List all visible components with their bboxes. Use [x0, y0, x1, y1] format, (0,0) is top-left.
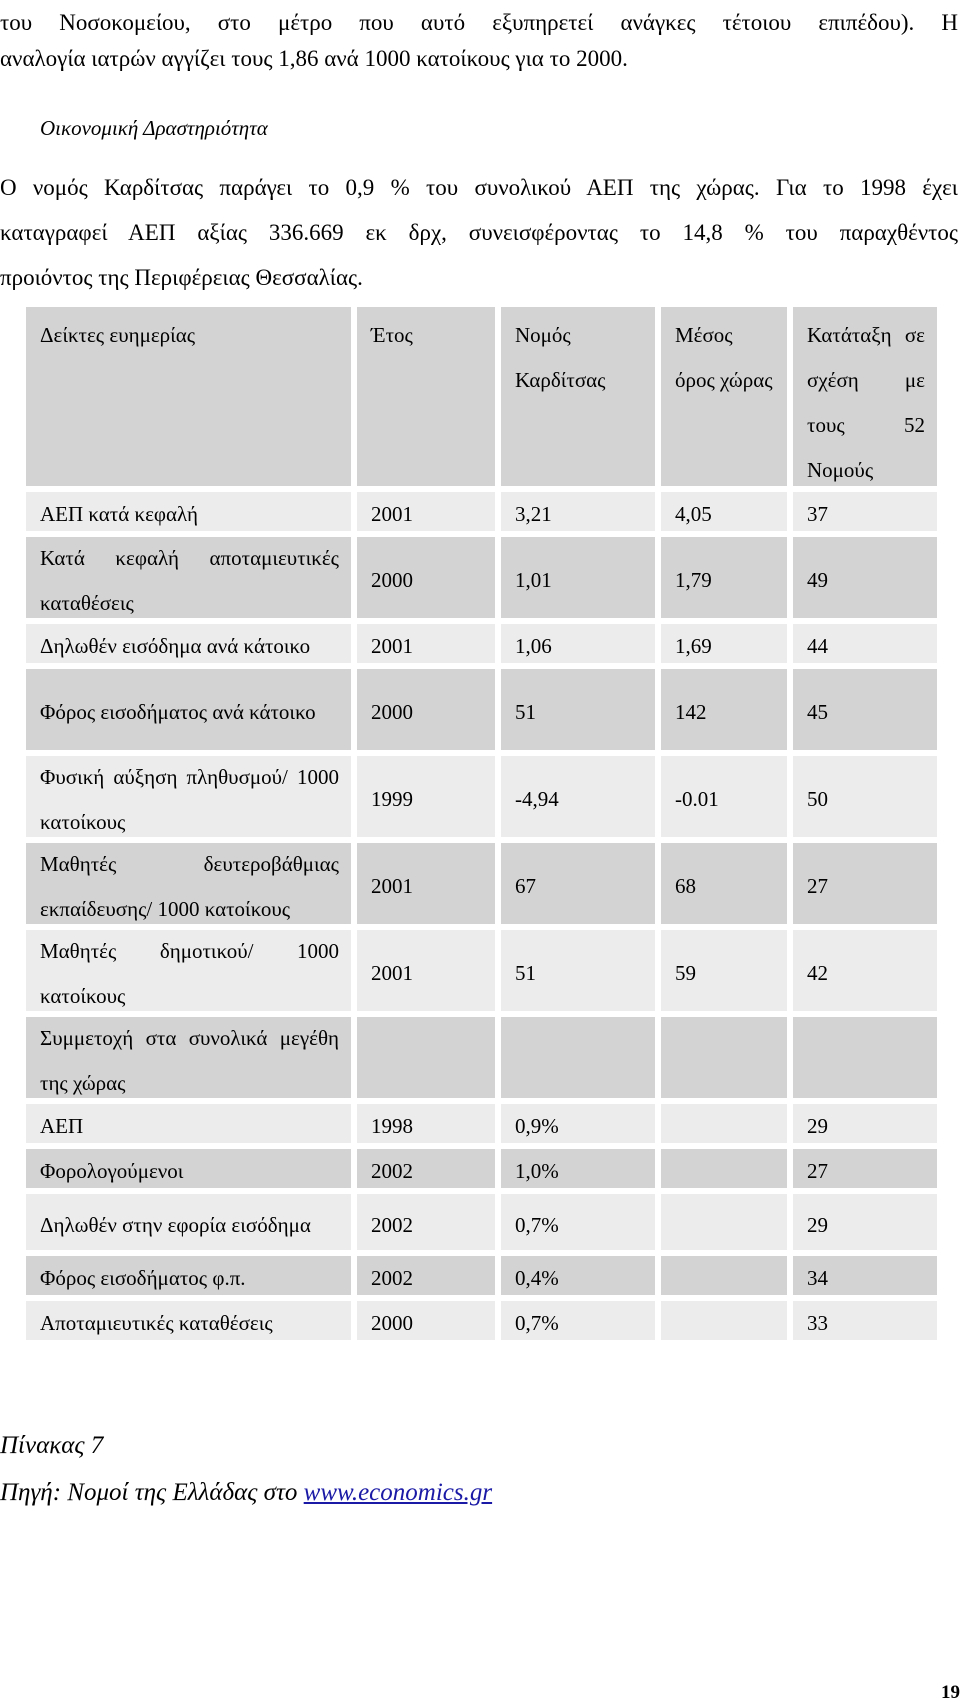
cell-year: 1998 — [357, 1104, 495, 1143]
cell-national-average: 4,05 — [661, 492, 787, 531]
cell-karditsa: 51 — [501, 669, 655, 750]
cell-karditsa: 1,0% — [501, 1149, 655, 1188]
cell-national-average: 1,79 — [661, 537, 787, 618]
cell-year: 2001 — [357, 930, 495, 1011]
header-karditsa: Νομός Καρδίτσας — [501, 307, 655, 486]
source-link[interactable]: www.economics.gr — [303, 1479, 493, 1506]
cell-national-average: 68 — [661, 843, 787, 924]
cell-indicator: ΑΕΠ — [26, 1104, 351, 1143]
cell-karditsa: 1,01 — [501, 537, 655, 618]
page-number: 19 — [941, 1682, 960, 1703]
cell-rank: 33 — [793, 1301, 937, 1340]
cell-indicator: Αποταμιευτικές καταθέσεις — [26, 1301, 351, 1340]
cell-indicator: Κατά κεφαλή αποταμιευτικές καταθέσεις — [26, 537, 351, 618]
cell-rank — [793, 1017, 937, 1098]
cell-year: 2002 — [357, 1256, 495, 1295]
cell-year: 2000 — [357, 669, 495, 750]
cell-national-average — [661, 1017, 787, 1098]
cell-year: 2002 — [357, 1149, 495, 1188]
cell-rank: 42 — [793, 930, 937, 1011]
cell-karditsa: 1,06 — [501, 624, 655, 663]
cell-indicator: Δηλωθέν εισόδημα ανά κάτοικο — [26, 624, 351, 663]
cell-year: 2000 — [357, 1301, 495, 1340]
cell-rank: 27 — [793, 1149, 937, 1188]
table-row — [26, 1194, 937, 1256]
table-row — [26, 537, 937, 624]
welfare-indicators-table — [26, 307, 937, 1346]
cell-national-average: -0.01 — [661, 756, 787, 837]
cell-indicator: Φόρος εισοδήματος φ.π. — [26, 1256, 351, 1295]
cell-rank: 37 — [793, 492, 937, 531]
cell-year: 2001 — [357, 492, 495, 531]
cell-rank: 27 — [793, 843, 937, 924]
section-heading: Οικονομική Δραστηριότητα — [40, 116, 268, 140]
cell-indicator: Μαθητές δευτεροβάθμιας εκπαίδευσης/ 1000 κατοίκους — [26, 843, 351, 924]
header-rank: Κατάταξη σε σχέση με τους 52 Νομούς — [793, 307, 937, 486]
cell-year — [357, 1017, 495, 1098]
cell-national-average — [661, 1301, 787, 1340]
cell-indicator: Φόρος εισοδήματος ανά κάτοικο — [26, 669, 351, 750]
cell-rank: 49 — [793, 537, 937, 618]
intro-line-2: αναλογία ιατρών αγγίζει τους 1,86 ανά 1000 κατοίκους για το 2000. — [0, 46, 628, 71]
header-national-average: Μέσος όρος χώρας — [661, 307, 787, 486]
intro-line-1: του Νοσοκομείου, στο μέτρο που αυτό εξυπηρετεί ανάγκες τέτοιου επιπέδου). Η — [0, 10, 958, 35]
cell-national-average: 59 — [661, 930, 787, 1011]
cell-indicator: Συμμετοχή στα συνολικά μεγέθη της χώρας — [26, 1017, 351, 1098]
cell-rank: 34 — [793, 1256, 937, 1295]
table-row — [26, 1301, 937, 1346]
table-row — [26, 624, 937, 669]
cell-year: 1999 — [357, 756, 495, 837]
cell-year: 2002 — [357, 1194, 495, 1250]
cell-rank: 45 — [793, 669, 937, 750]
cell-indicator: Μαθητές δημοτικού/ 1000 κατοίκους — [26, 930, 351, 1011]
cell-karditsa: 0,9% — [501, 1104, 655, 1143]
cell-year: 2001 — [357, 843, 495, 924]
source-line — [0, 1479, 492, 1507]
header-indicator: Δείκτες ευημερίας — [26, 307, 351, 486]
economy-line-2: καταγραφεί ΑΕΠ αξίας 336.669 εκ δρχ, συνεισφέροντας το 14,8 % του παραχθέντος — [0, 220, 958, 245]
table-row — [26, 1104, 937, 1149]
cell-rank: 50 — [793, 756, 937, 837]
cell-karditsa: 51 — [501, 930, 655, 1011]
table-row — [26, 843, 937, 930]
economy-line-1: Ο νομός Καρδίτσας παράγει το 0,9 % του συνολικού ΑΕΠ της χώρας. Για το 1998 έχει — [0, 175, 958, 200]
cell-rank: 29 — [793, 1194, 937, 1250]
cell-year: 2000 — [357, 537, 495, 618]
economy-line-3: προιόντος της Περιφέρειας Θεσσαλίας. — [0, 265, 363, 290]
table-caption: Πίνακας 7 — [0, 1432, 104, 1459]
table-row — [26, 1256, 937, 1301]
cell-national-average — [661, 1194, 787, 1250]
table-header-row — [26, 307, 937, 492]
cell-national-average: 1,69 — [661, 624, 787, 663]
cell-karditsa — [501, 1017, 655, 1098]
cell-indicator: Δηλωθέν στην εφορία εισόδημα — [26, 1194, 351, 1250]
table-row — [26, 669, 937, 756]
cell-indicator: Φυσική αύξηση πληθυσμού/ 1000 κατοίκους — [26, 756, 351, 837]
source-prefix: Πηγή: Νομοί της Ελλάδας στο — [0, 1479, 304, 1506]
cell-karditsa: 0,4% — [501, 1256, 655, 1295]
cell-karditsa: 0,7% — [501, 1194, 655, 1250]
cell-rank: 44 — [793, 624, 937, 663]
table-row — [26, 756, 937, 843]
cell-rank: 29 — [793, 1104, 937, 1143]
cell-indicator: Φορολογούμενοι — [26, 1149, 351, 1188]
cell-karditsa: 0,7% — [501, 1301, 655, 1340]
table-row — [26, 1017, 937, 1104]
table-row — [26, 930, 937, 1017]
cell-indicator: ΑΕΠ κατά κεφαλή — [26, 492, 351, 531]
cell-national-average — [661, 1104, 787, 1143]
cell-karditsa: -4,94 — [501, 756, 655, 837]
table-row — [26, 1149, 937, 1194]
cell-national-average: 142 — [661, 669, 787, 750]
cell-karditsa: 3,21 — [501, 492, 655, 531]
table-row — [26, 492, 937, 537]
cell-national-average — [661, 1149, 787, 1188]
cell-national-average — [661, 1256, 787, 1295]
cell-karditsa: 67 — [501, 843, 655, 924]
header-year: Έτος — [357, 307, 495, 486]
cell-year: 2001 — [357, 624, 495, 663]
